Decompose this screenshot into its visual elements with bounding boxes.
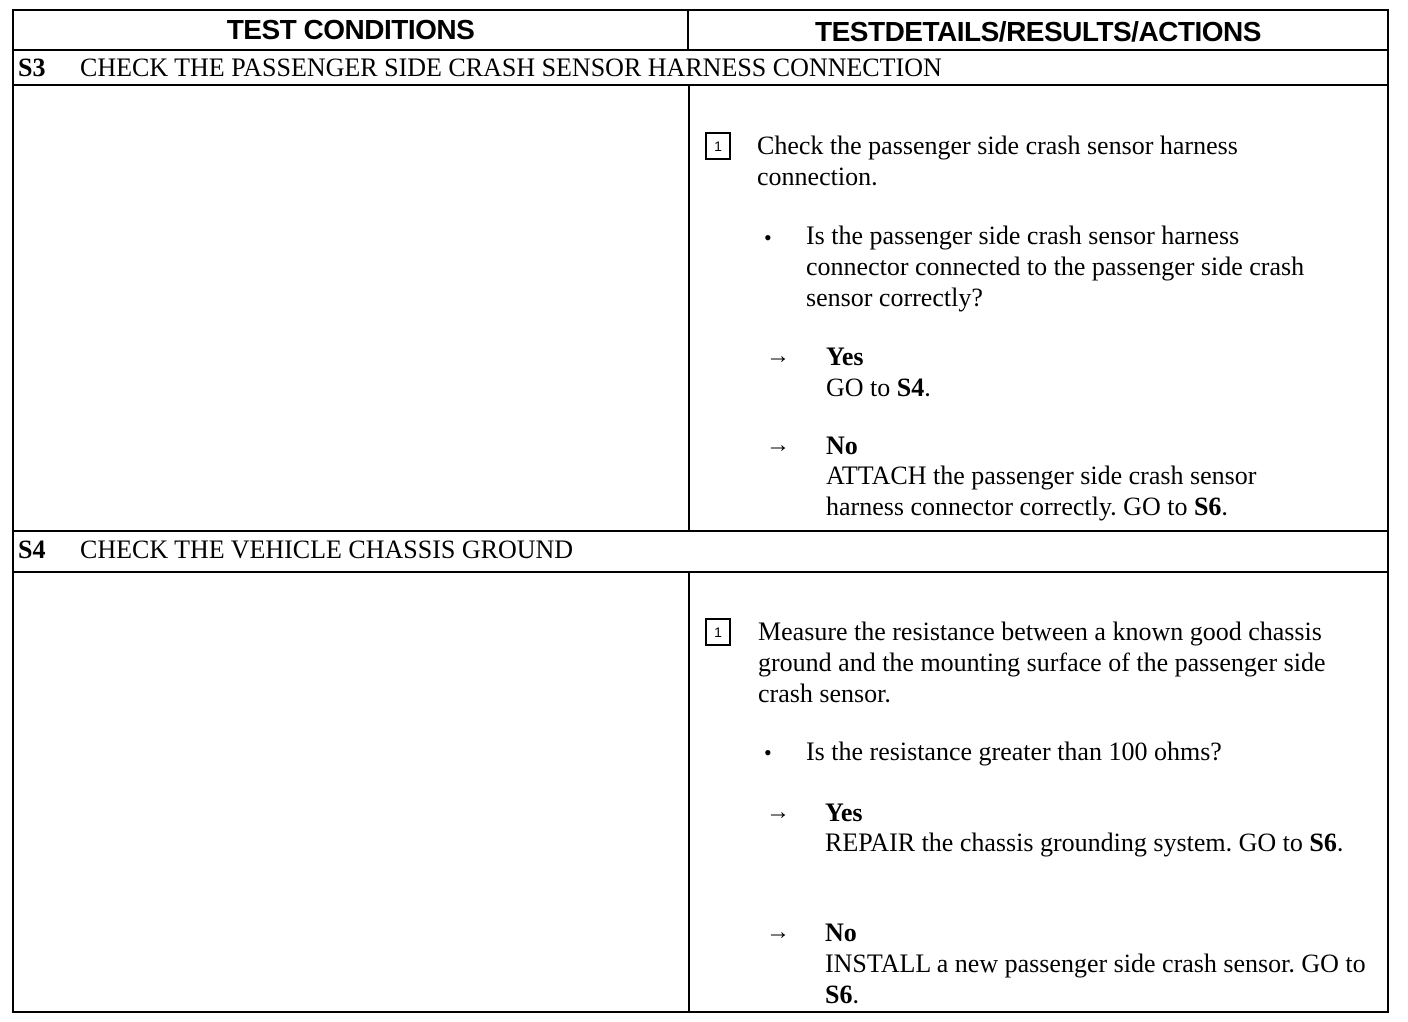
header-test-conditions: TEST CONDITIONS — [226, 14, 475, 45]
s3-yes-action-ref: S4 — [896, 373, 925, 402]
s3-yes-action-text: GO to — [826, 373, 891, 402]
s3-no-action-text: ATTACH the passenger side crash sensor harness connector correctly. GO to — [826, 461, 1257, 521]
s3-column-divider — [688, 84, 690, 532]
s3-section-title — [18, 52, 942, 84]
s4-yes-action — [825, 827, 1380, 858]
s3-body-bottom-border — [12, 530, 1389, 532]
table-bottom-border — [12, 1011, 1389, 1013]
s4-yes-action-end: . — [1336, 828, 1344, 857]
s3-title-text: CHECK THE PASSENGER SIDE CRASH SENSOR HARNESS CONNECTION — [80, 53, 942, 82]
s4-yes-action-ref: S6 — [1309, 828, 1337, 857]
s4-title-text: CHECK THE VEHICLE CHASSIS GROUND — [80, 535, 574, 564]
s4-section-title — [18, 534, 573, 566]
s3-title-bottom-border — [12, 84, 1389, 86]
s4-no-action-ref: S6 — [825, 980, 853, 1009]
s4-section-id: S4 — [18, 535, 46, 564]
table-right-border — [1387, 9, 1389, 1013]
s4-column-divider — [688, 571, 690, 1013]
s4-yes-arrow: → — [766, 799, 790, 825]
s4-step-number: 1 — [705, 618, 731, 646]
s4-no-label: No — [825, 918, 857, 947]
s3-yes-action-end: . — [924, 373, 931, 402]
s3-instruction: Check the passenger side crash sensor harness connection. — [757, 131, 1238, 191]
s3-question: Is the passenger side crash sensor harness connector connected to the passenger side crash sensor correctly? — [806, 221, 1305, 312]
s3-yes-action — [826, 372, 1346, 403]
s4-no-action-text: INSTALL a new passenger side crash sensor. GO to — [825, 949, 1366, 978]
s4-no-action — [825, 948, 1375, 1010]
s3-no-action-end: . — [1221, 492, 1228, 521]
s4-title-bottom-border — [12, 571, 1389, 573]
s3-no-label: No — [826, 431, 858, 460]
s3-bullet: • — [764, 225, 772, 250]
s4-yes-label: Yes — [825, 798, 863, 827]
s4-no-arrow: → — [766, 919, 790, 945]
table-left-border — [12, 9, 14, 1013]
s3-yes-arrow: → — [766, 343, 790, 369]
s4-no-action-end: . — [852, 980, 859, 1009]
s3-no-action — [826, 460, 1336, 522]
s4-yes-action-text: REPAIR the chassis grounding system. GO to — [825, 828, 1303, 857]
s3-yes-label: Yes — [826, 342, 864, 371]
s3-section-id: S3 — [18, 53, 46, 82]
s3-no-arrow: → — [766, 432, 790, 458]
s3-no-action-ref: S6 — [1193, 492, 1222, 521]
s3-step-number: 1 — [705, 132, 731, 160]
s4-bullet: • — [764, 740, 772, 765]
s4-question: Is the resistance greater than 100 ohms? — [806, 737, 1222, 766]
header-test-details: TESTDETAILS/RESULTS/ACTIONS — [815, 16, 1261, 47]
s4-instruction: Measure the resistance between a known good chassis ground and the mounting surface of the passenger side crash sensor. — [758, 617, 1326, 708]
